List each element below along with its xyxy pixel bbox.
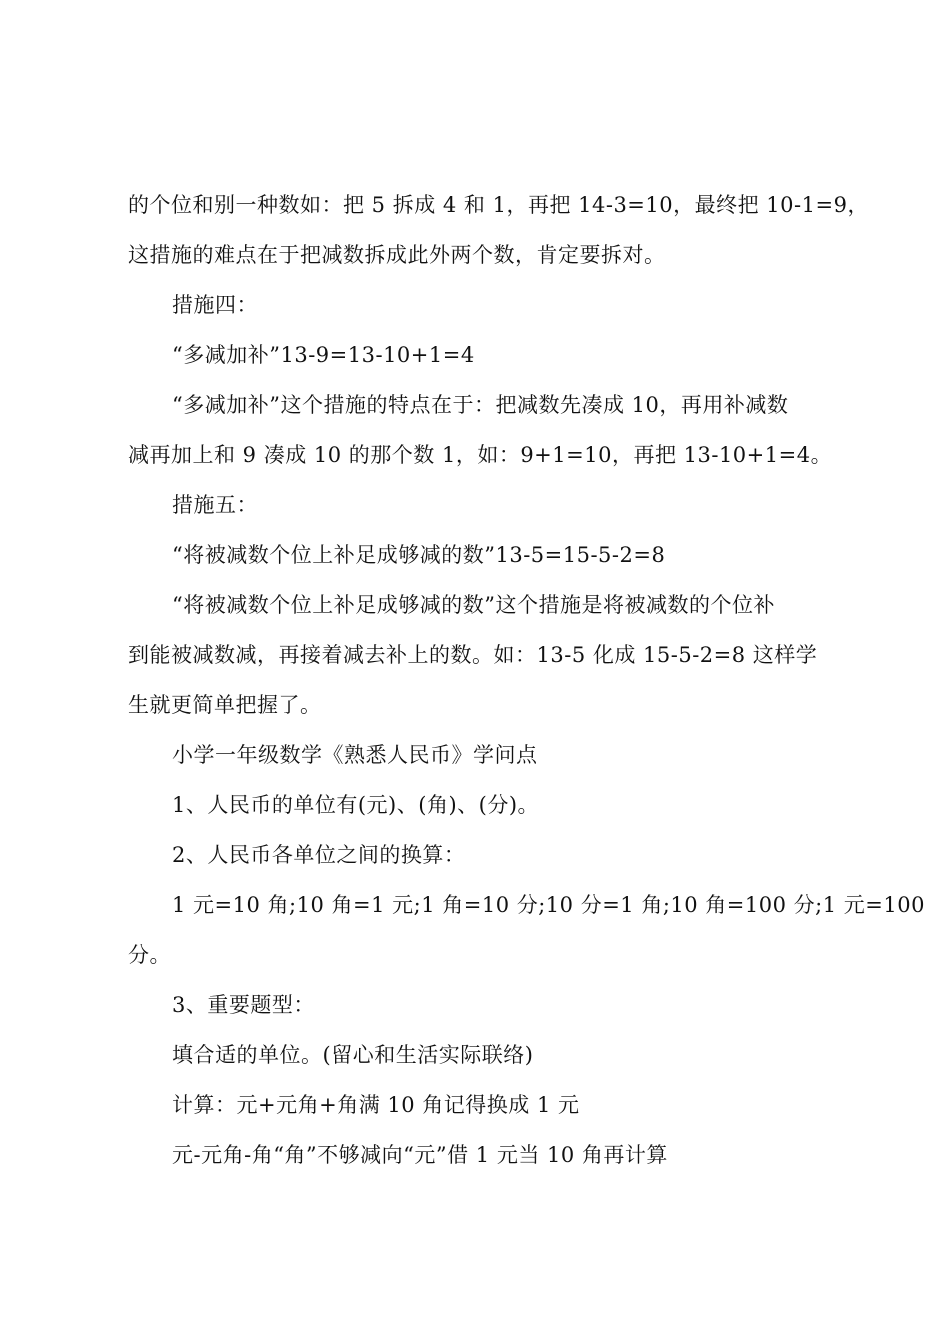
text-line-1: 的个位和别一种数如：把 5 拆成 4 和 1，再把 14-3=10，最终把 10-1=9， (128, 193, 869, 217)
section-title-rmb: 小学一年级数学《熟悉人民币》学问点 (172, 743, 538, 767)
text-line-5: “多减加补”这个措施的特点在于：把减数先凑成 10，再用补减数 (172, 393, 789, 417)
conversion-line-cont: 分。 (128, 943, 171, 967)
text-line-2: 这措施的难点在于把减数拆成此外两个数，肯定要拆对。 (128, 243, 666, 267)
list-item-2: 2、人民币各单位之间的换算： (172, 843, 466, 867)
section-heading-method-5: 措施五： (172, 493, 258, 517)
formula-line-method-4: “多减加补”13-9=13-10+1=4 (172, 343, 475, 367)
conversion-line: 1 元=10 角;10 角=1 元;1 角=10 分;10 分=1 角;10 角=100 分;1 元=100 (172, 893, 925, 917)
formula-line-method-5: “将被减数个位上补足成够减的数”13-5=15-5-2=8 (172, 543, 666, 567)
text-line-18: 填合适的单位。(留心和生活实际联络) (172, 1043, 534, 1067)
document-body (128, 180, 925, 1180)
text-line-20: 元-元角-角“角”不够减向“元”借 1 元当 10 角再计算 (172, 1143, 668, 1167)
text-line-19: 计算：元+元角+角满 10 角记得换成 1 元 (172, 1093, 580, 1117)
text-line-10: 到能被减数减，再接着减去补上的数。如：13-5 化成 15-5-2=8 这样学 (128, 643, 818, 667)
text-line-9: “将被减数个位上补足成够减的数”这个措施是将被减数的个位补 (172, 593, 775, 617)
list-item-1: 1、人民币的单位有(元)、(角)、(分)。 (172, 793, 540, 817)
text-line-11: 生就更简单把握了。 (128, 693, 322, 717)
section-heading-method-4: 措施四： (172, 293, 258, 317)
text-line-6: 减再加上和 9 凑成 10 的那个数 1，如：9+1=10，再把 13-10+1=4。 (128, 443, 833, 467)
list-item-3: 3、重要题型： (172, 993, 315, 1017)
